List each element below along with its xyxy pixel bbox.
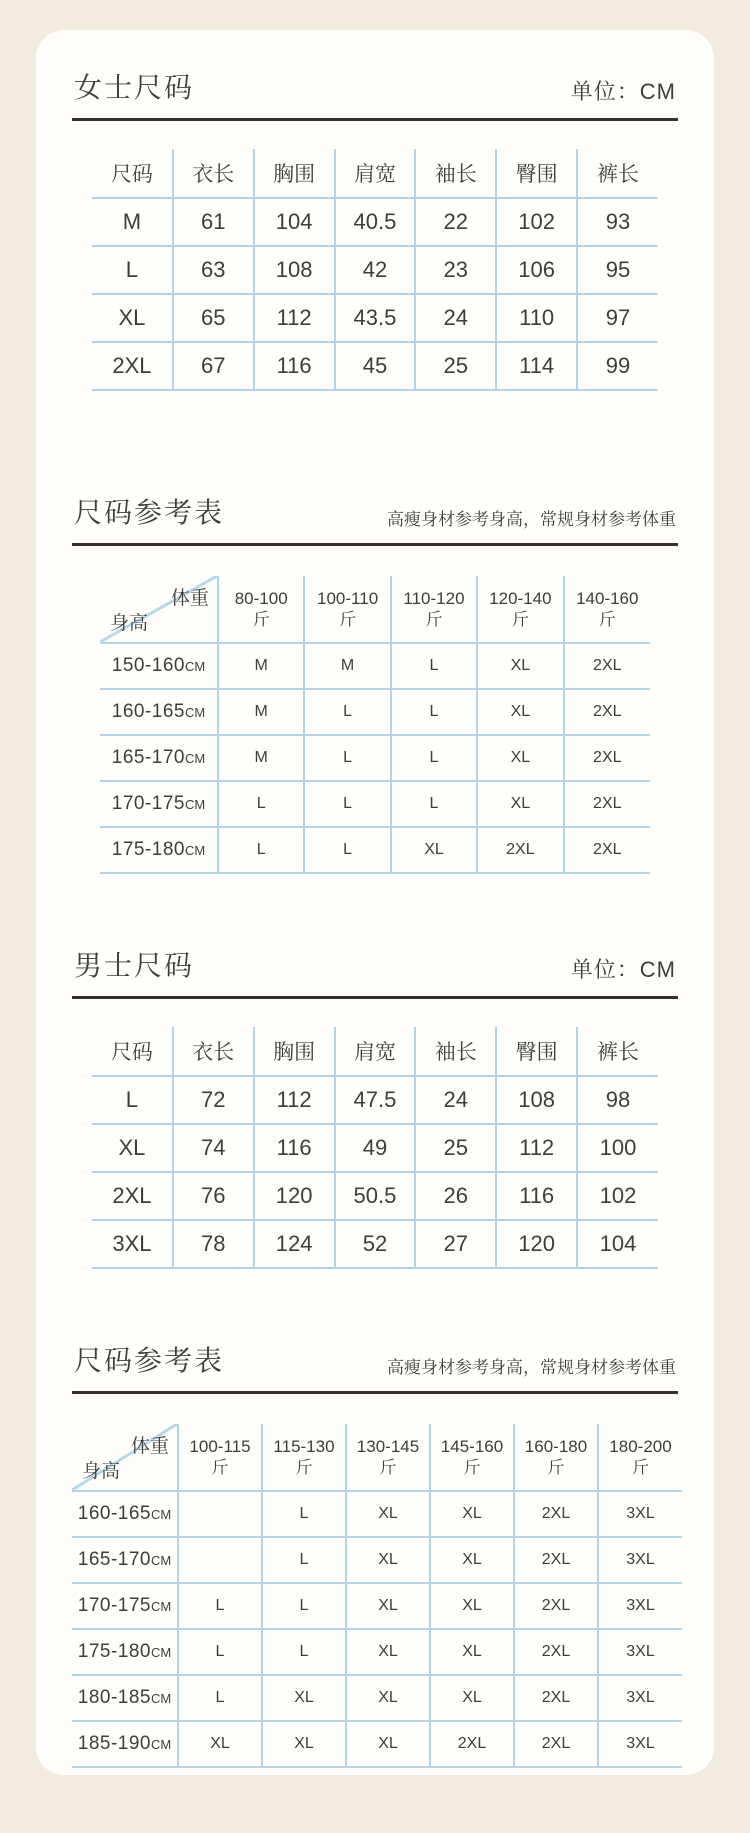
weight-range: 115-130: [273, 1436, 335, 1456]
reference-row: [72, 1675, 682, 1721]
reference-row: [100, 827, 650, 873]
recommended-size: 2XL: [564, 735, 650, 781]
size-label: L: [92, 246, 173, 294]
weight-range: 100-110: [317, 588, 379, 608]
measurement-value: 124: [254, 1220, 335, 1268]
corner-cell: [72, 1424, 178, 1491]
height-range-label: 170-175CM: [100, 781, 218, 827]
height-unit: CM: [185, 843, 206, 858]
size-label: 2XL: [92, 342, 173, 390]
size-row: [92, 1124, 658, 1172]
recommended-size: 2XL: [564, 689, 650, 735]
weight-range-header: [477, 576, 563, 643]
recommended-size: XL: [346, 1491, 430, 1537]
measurement-value: 63: [173, 246, 254, 294]
measurement-value: 65: [173, 294, 254, 342]
recommended-size: XL: [477, 643, 563, 689]
recommended-size: XL: [346, 1537, 430, 1583]
measurement-value: 108: [254, 246, 335, 294]
measurement-value: 40.5: [335, 198, 416, 246]
recommended-size: L: [304, 735, 390, 781]
reference-row: [72, 1583, 682, 1629]
weight-unit: 斤: [511, 610, 529, 629]
measurement-value: 93: [577, 198, 658, 246]
measurement-value: 102: [496, 198, 577, 246]
size-table: [92, 149, 658, 391]
section-header: [72, 1339, 678, 1379]
section-divider: [72, 996, 678, 999]
section-header: [72, 491, 678, 531]
weight-range: 145-160: [440, 1436, 504, 1456]
measurement-value: 104: [577, 1220, 658, 1268]
recommended-size: L: [178, 1629, 262, 1675]
weight-range-header: [218, 576, 304, 643]
size-row: [92, 198, 658, 246]
size-row: [92, 342, 658, 390]
recommended-size: L: [391, 781, 477, 827]
measurement-value: 43.5: [335, 294, 416, 342]
measurement-value: 50.5: [335, 1172, 416, 1220]
men-size-table-host: [72, 1027, 678, 1269]
column-header: 臀围: [496, 149, 577, 198]
recommended-size: 2XL: [477, 827, 563, 873]
recommended-size: XL: [430, 1537, 514, 1583]
recommended-size: XL: [391, 827, 477, 873]
reference-row: [72, 1491, 682, 1537]
height-unit: CM: [151, 1507, 172, 1522]
weight-range-header: [514, 1424, 598, 1491]
recommended-size: L: [262, 1583, 346, 1629]
measurement-value: 116: [496, 1172, 577, 1220]
measurement-value: 61: [173, 198, 254, 246]
column-header: 胸围: [254, 1027, 335, 1076]
measurement-value: 120: [254, 1172, 335, 1220]
column-header: 臀围: [496, 1027, 577, 1076]
size-label: M: [92, 198, 173, 246]
recommended-size: 2XL: [564, 643, 650, 689]
column-header: 尺码: [92, 149, 173, 198]
size-chart-card: [36, 30, 714, 1775]
recommended-size: L: [391, 735, 477, 781]
women-sizes-section: [72, 66, 678, 391]
column-header: 袖长: [415, 1027, 496, 1076]
recommended-size: M: [218, 735, 304, 781]
measurement-value: 45: [335, 342, 416, 390]
column-header: 裤长: [577, 149, 658, 198]
recommended-size: L: [391, 643, 477, 689]
unit-label: 单位：CM: [570, 957, 676, 982]
measurement-value: 26: [415, 1172, 496, 1220]
measurement-value: 112: [254, 294, 335, 342]
weight-unit: 斤: [252, 610, 270, 629]
size-row: [92, 1172, 658, 1220]
recommended-size: XL: [477, 689, 563, 735]
reference-row: [100, 735, 650, 781]
recommended-size: XL: [346, 1629, 430, 1675]
section-divider: [72, 1391, 678, 1394]
weight-range-header: [304, 576, 390, 643]
measurement-value: 49: [335, 1124, 416, 1172]
weight-range: 140-160: [576, 588, 639, 608]
measurement-value: 112: [496, 1124, 577, 1172]
corner-height-label: 身高: [110, 613, 149, 634]
recommended-size: L: [178, 1583, 262, 1629]
measurement-value: 47.5: [335, 1076, 416, 1124]
weight-unit: 斤: [425, 610, 443, 629]
recommended-size: XL: [262, 1675, 346, 1721]
size-row: [92, 294, 658, 342]
height-unit: CM: [185, 705, 206, 720]
measurement-value: 72: [173, 1076, 254, 1124]
recommended-size: XL: [477, 781, 563, 827]
unit-label: 单位：CM: [570, 79, 676, 104]
recommended-size: 3XL: [598, 1583, 682, 1629]
recommended-size: L: [262, 1491, 346, 1537]
column-header: 肩宽: [335, 149, 416, 198]
measurement-value: 102: [577, 1172, 658, 1220]
recommended-size: L: [391, 689, 477, 735]
height-range-label: 165-170CM: [72, 1537, 178, 1583]
measurement-value: 97: [577, 294, 658, 342]
size-label: XL: [92, 294, 173, 342]
column-header: 尺码: [92, 1027, 173, 1076]
reference-row: [100, 689, 650, 735]
measurement-value: 98: [577, 1076, 658, 1124]
measurement-value: 25: [415, 1124, 496, 1172]
height-unit: CM: [185, 797, 206, 812]
men-sizes-title: 男士尺码: [74, 950, 195, 981]
measurement-value: 112: [254, 1076, 335, 1124]
measurement-value: 76: [173, 1172, 254, 1220]
weight-range: 100-115: [189, 1436, 251, 1456]
weight-range-header: [598, 1424, 682, 1491]
weight-unit: 斤: [339, 610, 357, 629]
reference-table: [100, 576, 650, 874]
women-reference-table-host: [72, 576, 678, 874]
reference-note: 高瘦身材参考身高，常规身材参考体重: [387, 1358, 676, 1377]
men-reference-section: [72, 1339, 678, 1768]
recommended-size: L: [304, 827, 390, 873]
measurement-value: 52: [335, 1220, 416, 1268]
recommended-size: XL: [430, 1583, 514, 1629]
weight-unit: 斤: [598, 610, 616, 629]
column-header: 袖长: [415, 149, 496, 198]
height-range-label: 185-190CM: [72, 1721, 178, 1767]
measurement-value: 67: [173, 342, 254, 390]
recommended-size: XL: [430, 1629, 514, 1675]
column-header: 肩宽: [335, 1027, 416, 1076]
reference-table: [72, 1424, 682, 1768]
recommended-size: 3XL: [598, 1629, 682, 1675]
recommended-size: L: [178, 1675, 262, 1721]
height-range-label: 175-180CM: [72, 1629, 178, 1675]
women-sizes-title: 女士尺码: [74, 72, 195, 103]
reference-row: [72, 1629, 682, 1675]
height-unit: CM: [151, 1645, 172, 1660]
weight-range: 110-120: [403, 588, 465, 608]
size-label: 2XL: [92, 1172, 173, 1220]
recommended-size: 2XL: [514, 1675, 598, 1721]
recommended-size: [178, 1537, 262, 1583]
height-range-label: 150-160CM: [100, 643, 218, 689]
weight-range-header: [262, 1424, 346, 1491]
recommended-size: M: [218, 643, 304, 689]
measurement-value: 116: [254, 342, 335, 390]
weight-range: 160-180: [524, 1436, 588, 1456]
corner-height-label: 身高: [82, 1461, 121, 1482]
recommended-size: 3XL: [598, 1675, 682, 1721]
height-range-label: 160-165CM: [100, 689, 218, 735]
height-unit: CM: [151, 1691, 172, 1706]
measurement-value: 22: [415, 198, 496, 246]
size-row: [92, 1076, 658, 1124]
recommended-size: 3XL: [598, 1721, 682, 1767]
recommended-size: 2XL: [514, 1629, 598, 1675]
recommended-size: 2XL: [564, 781, 650, 827]
column-header: 胸围: [254, 149, 335, 198]
reference-row: [100, 643, 650, 689]
height-range-label: 180-185CM: [72, 1675, 178, 1721]
section-divider: [72, 118, 678, 121]
height-unit: CM: [151, 1737, 172, 1752]
size-row: [92, 246, 658, 294]
women-reference-section: [72, 491, 678, 874]
section-header: [72, 66, 678, 106]
recommended-size: XL: [346, 1721, 430, 1767]
size-table: [92, 1027, 658, 1269]
recommended-size: L: [262, 1629, 346, 1675]
recommended-size: L: [304, 781, 390, 827]
recommended-size: XL: [262, 1721, 346, 1767]
recommended-size: 2XL: [514, 1491, 598, 1537]
recommended-size: XL: [430, 1675, 514, 1721]
men-sizes-section: [72, 944, 678, 1269]
recommended-size: XL: [346, 1675, 430, 1721]
size-row: [92, 1220, 658, 1268]
measurement-value: 74: [173, 1124, 254, 1172]
recommended-size: 2XL: [564, 827, 650, 873]
weight-range: 80-100: [234, 588, 288, 608]
column-header: 衣长: [173, 149, 254, 198]
weight-range-header: [430, 1424, 514, 1491]
weight-unit: 斤: [295, 1458, 313, 1477]
recommended-size: 2XL: [514, 1721, 598, 1767]
weight-range-header: [564, 576, 650, 643]
weight-unit: 斤: [632, 1458, 649, 1477]
measurement-value: 78: [173, 1220, 254, 1268]
height-unit: CM: [151, 1599, 172, 1614]
measurement-value: 24: [415, 294, 496, 342]
recommended-size: 2XL: [514, 1537, 598, 1583]
women-reference-title: 尺码参考表: [74, 497, 225, 528]
size-label: L: [92, 1076, 173, 1124]
measurement-value: 95: [577, 246, 658, 294]
recommended-size: L: [218, 827, 304, 873]
height-unit: CM: [185, 659, 206, 674]
reference-note: 高瘦身材参考身高，常规身材参考体重: [387, 510, 676, 529]
weight-range: 120-140: [489, 588, 552, 608]
recommended-size: 2XL: [430, 1721, 514, 1767]
measurement-value: 104: [254, 198, 335, 246]
height-range-label: 170-175CM: [72, 1583, 178, 1629]
men-reference-table-host: [72, 1424, 678, 1768]
weight-unit: 斤: [211, 1458, 229, 1477]
reference-row: [72, 1537, 682, 1583]
size-label: 3XL: [92, 1220, 173, 1268]
corner-weight-label: 体重: [170, 588, 209, 609]
height-unit: CM: [151, 1553, 172, 1568]
height-range-label: 160-165CM: [72, 1491, 178, 1537]
weight-unit: 斤: [463, 1458, 481, 1477]
women-size-table-host: [72, 149, 678, 391]
measurement-value: 27: [415, 1220, 496, 1268]
recommended-size: L: [218, 781, 304, 827]
weight-range-header: [391, 576, 477, 643]
corner-cell: [100, 576, 218, 643]
measurement-value: 100: [577, 1124, 658, 1172]
measurement-value: 25: [415, 342, 496, 390]
column-header: 衣长: [173, 1027, 254, 1076]
measurement-value: 108: [496, 1076, 577, 1124]
weight-range: 180-200: [609, 1436, 672, 1456]
recommended-size: M: [304, 643, 390, 689]
recommended-size: L: [262, 1537, 346, 1583]
height-range-label: 175-180CM: [100, 827, 218, 873]
measurement-value: 120: [496, 1220, 577, 1268]
reference-row: [100, 781, 650, 827]
men-reference-title: 尺码参考表: [74, 1345, 225, 1376]
measurement-value: 42: [335, 246, 416, 294]
measurement-value: 23: [415, 246, 496, 294]
corner-weight-label: 体重: [130, 1436, 169, 1457]
recommended-size: XL: [477, 735, 563, 781]
measurement-value: 114: [496, 342, 577, 390]
column-header: 裤长: [577, 1027, 658, 1076]
measurement-value: 24: [415, 1076, 496, 1124]
size-label: XL: [92, 1124, 173, 1172]
measurement-value: 116: [254, 1124, 335, 1172]
recommended-size: 3XL: [598, 1537, 682, 1583]
height-unit: CM: [185, 751, 206, 766]
recommended-size: 3XL: [598, 1491, 682, 1537]
recommended-size: XL: [346, 1583, 430, 1629]
measurement-value: 99: [577, 342, 658, 390]
weight-unit: 斤: [379, 1458, 397, 1477]
section-divider: [72, 543, 678, 546]
recommended-size: XL: [178, 1721, 262, 1767]
recommended-size: M: [218, 689, 304, 735]
recommended-size: XL: [430, 1491, 514, 1537]
recommended-size: [178, 1491, 262, 1537]
section-header: [72, 944, 678, 984]
height-range-label: 165-170CM: [100, 735, 218, 781]
weight-range-header: [346, 1424, 430, 1491]
weight-range: 130-145: [356, 1436, 420, 1456]
measurement-value: 106: [496, 246, 577, 294]
measurement-value: 110: [496, 294, 577, 342]
reference-row: [72, 1721, 682, 1767]
weight-range-header: [178, 1424, 262, 1491]
recommended-size: 2XL: [514, 1583, 598, 1629]
weight-unit: 斤: [547, 1458, 565, 1477]
recommended-size: L: [304, 689, 390, 735]
